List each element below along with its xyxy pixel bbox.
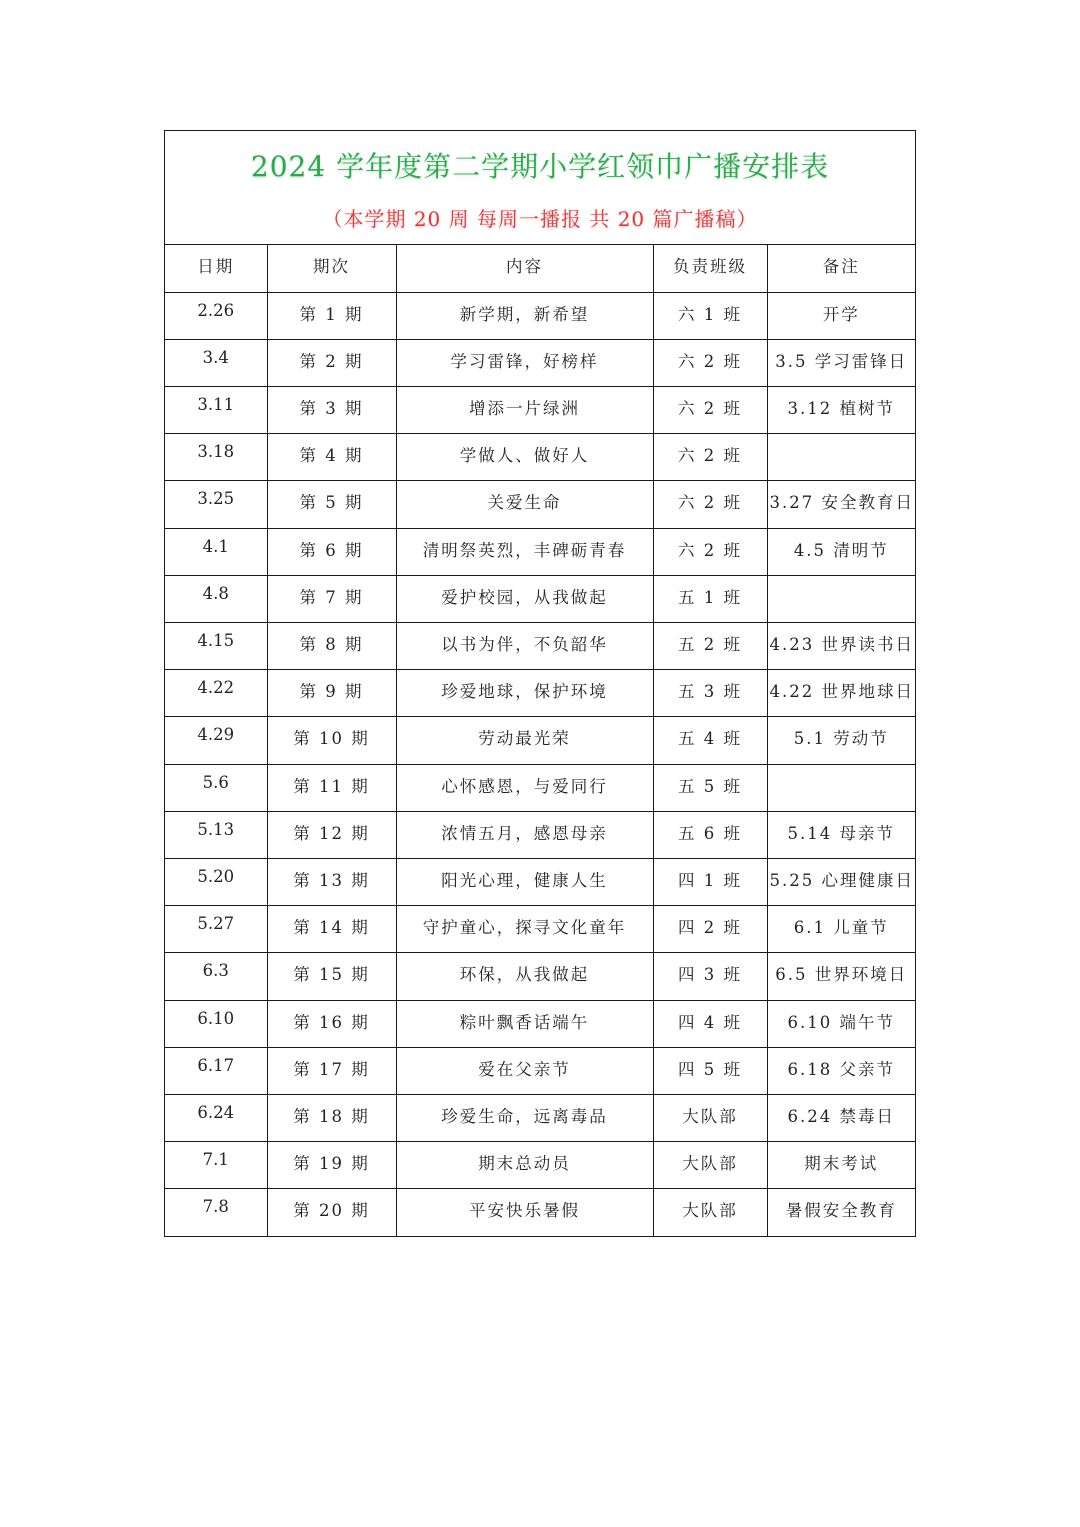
note-cell — [767, 764, 915, 811]
document-title: 2024 学年度第二学期小学红领巾广播安排表 — [250, 150, 830, 183]
schedule-table-body — [165, 292, 915, 1236]
class-cell: 五 1 班 — [653, 575, 767, 622]
content-cell: 珍爱地球，保护环境 — [396, 670, 653, 717]
table-header-row — [165, 245, 915, 292]
note-cell: 暑假安全教育 — [785, 1201, 897, 1221]
issue-cell: 第 15 期 — [267, 953, 396, 1000]
table-row — [165, 339, 915, 386]
class-cell: 大队部 — [653, 1142, 767, 1189]
table-row — [165, 575, 915, 622]
table-row — [165, 670, 915, 717]
issue-cell: 第 2 期 — [267, 339, 396, 386]
content-cell: 粽叶飘香话端午 — [396, 1000, 653, 1047]
issue-cell: 第 7 期 — [267, 575, 396, 622]
date-cell: 3.25 — [165, 481, 267, 528]
note-cell: 3.5 学习雷锋日 — [767, 339, 915, 386]
class-cell: 四 1 班 — [653, 858, 767, 905]
table-row — [165, 528, 915, 575]
class-cell: 五 3 班 — [653, 670, 767, 717]
table-row — [165, 1047, 915, 1094]
note-cell: 4.5 清明节 — [767, 528, 915, 575]
content-cell: 守护童心，探寻文化童年 — [396, 906, 653, 953]
note-cell: 3.12 植树节 — [767, 387, 915, 434]
note-cell: 5.1 劳动节 — [767, 717, 915, 764]
date-cell: 2.26 — [165, 292, 267, 339]
class-cell: 五 5 班 — [653, 764, 767, 811]
note-cell: 6.5 世界环境日 — [767, 953, 915, 1000]
table-row — [165, 858, 915, 905]
content-cell: 环保，从我做起 — [396, 953, 653, 1000]
note-cell — [767, 575, 915, 622]
date-cell: 6.10 — [165, 1000, 267, 1047]
content-cell: 新学期，新希望 — [396, 292, 653, 339]
issue-cell: 第 9 期 — [267, 670, 396, 717]
class-cell: 五 6 班 — [653, 811, 767, 858]
issue-cell: 第 12 期 — [267, 811, 396, 858]
date-cell: 4.22 — [165, 670, 267, 717]
content-cell: 以书为伴，不负韶华 — [396, 623, 653, 670]
class-cell: 四 5 班 — [653, 1047, 767, 1094]
table-row — [165, 1094, 915, 1141]
issue-cell: 第 10 期 — [267, 717, 396, 764]
note-cell: 6.18 父亲节 — [767, 1047, 915, 1094]
content-cell: 学做人、做好人 — [396, 434, 653, 481]
note-cell: 5.25 心理健康日 — [767, 858, 915, 905]
date-cell: 5.13 — [165, 811, 267, 858]
class-cell: 六 2 班 — [653, 434, 767, 481]
class-cell: 四 4 班 — [653, 1000, 767, 1047]
content-cell: 劳动最光荣 — [396, 717, 653, 764]
issue-cell: 第 4 期 — [267, 434, 396, 481]
document-subtitle: （本学期 20 周 每周一播报 共 20 篇广播稿） — [322, 207, 758, 231]
content-cell: 平安快乐暑假 — [396, 1189, 653, 1236]
table-row — [165, 717, 915, 764]
issue-cell: 第 18 期 — [267, 1094, 396, 1141]
issue-cell: 第 3 期 — [267, 387, 396, 434]
content-cell: 阳光心理，健康人生 — [396, 858, 653, 905]
content-cell: 爱在父亲节 — [396, 1047, 653, 1094]
issue-cell: 第 14 期 — [267, 906, 396, 953]
date-cell: 5.6 — [165, 764, 267, 811]
date-cell: 7.8 — [165, 1189, 267, 1236]
date-cell: 4.1 — [165, 528, 267, 575]
column-header-class: 负责班级 — [653, 245, 767, 292]
table-row — [165, 953, 915, 1000]
issue-cell: 第 6 期 — [267, 528, 396, 575]
date-cell: 3.18 — [165, 434, 267, 481]
issue-cell: 第 5 期 — [267, 481, 396, 528]
class-cell: 六 2 班 — [653, 387, 767, 434]
schedule-table — [165, 245, 915, 1236]
date-cell: 5.20 — [165, 858, 267, 905]
class-cell: 大队部 — [653, 1189, 767, 1236]
sheet-header — [165, 131, 915, 245]
note-cell: 3.27 安全教育日 — [767, 481, 915, 528]
issue-cell: 第 11 期 — [267, 764, 396, 811]
table-row — [165, 764, 915, 811]
date-cell: 3.4 — [165, 339, 267, 386]
class-cell: 四 3 班 — [653, 953, 767, 1000]
date-cell: 3.11 — [165, 387, 267, 434]
class-cell: 六 2 班 — [653, 528, 767, 575]
date-cell: 4.15 — [165, 623, 267, 670]
table-row — [165, 811, 915, 858]
table-row — [165, 1000, 915, 1047]
note-cell: 6.1 儿童节 — [767, 906, 915, 953]
column-header-date: 日期 — [165, 245, 267, 292]
content-cell: 增添一片绿洲 — [396, 387, 653, 434]
date-cell: 4.29 — [165, 717, 267, 764]
issue-cell: 第 1 期 — [267, 292, 396, 339]
date-cell: 6.3 — [165, 953, 267, 1000]
table-row — [165, 434, 915, 481]
content-cell: 浓情五月，感恩母亲 — [396, 811, 653, 858]
note-cell: 6.10 端午节 — [767, 1000, 915, 1047]
note-cell: 4.22 世界地球日 — [767, 670, 915, 717]
column-header-note: 备注 — [767, 245, 915, 292]
content-cell: 爱护校园，从我做起 — [396, 575, 653, 622]
issue-cell: 第 8 期 — [267, 623, 396, 670]
column-header-issue: 期次 — [267, 245, 396, 292]
table-row — [165, 387, 915, 434]
class-cell: 五 4 班 — [653, 717, 767, 764]
note-cell: 6.24 禁毒日 — [767, 1094, 915, 1141]
issue-cell: 第 13 期 — [267, 858, 396, 905]
content-cell: 清明祭英烈，丰碑砺青春 — [396, 528, 653, 575]
issue-cell: 第 17 期 — [267, 1047, 396, 1094]
date-cell: 4.8 — [165, 575, 267, 622]
class-cell: 六 2 班 — [653, 481, 767, 528]
issue-cell: 第 19 期 — [267, 1142, 396, 1189]
content-cell: 心怀感恩，与爱同行 — [396, 764, 653, 811]
class-cell: 六 2 班 — [653, 339, 767, 386]
note-cell: 期末考试 — [767, 1142, 915, 1189]
table-row — [165, 481, 915, 528]
note-cell — [767, 434, 915, 481]
note-cell: 4.23 世界读书日 — [767, 623, 915, 670]
table-row — [165, 623, 915, 670]
content-cell: 期末总动员 — [396, 1142, 653, 1189]
table-row — [165, 292, 915, 339]
column-header-content: 内容 — [396, 245, 653, 292]
issue-cell: 第 20 期 — [267, 1189, 396, 1236]
note-cell: 开学 — [767, 292, 915, 339]
note-cell: 5.14 母亲节 — [767, 811, 915, 858]
broadcast-schedule-sheet — [164, 130, 916, 1237]
class-cell: 四 2 班 — [653, 906, 767, 953]
class-cell: 大队部 — [653, 1094, 767, 1141]
table-row — [165, 1142, 915, 1189]
date-cell: 6.24 — [165, 1094, 267, 1141]
table-row — [165, 1189, 915, 1236]
table-row — [165, 906, 915, 953]
class-cell: 五 2 班 — [653, 623, 767, 670]
date-cell: 6.17 — [165, 1047, 267, 1094]
content-cell: 关爱生命 — [396, 481, 653, 528]
content-cell: 珍爱生命，远离毒品 — [396, 1094, 653, 1141]
content-cell: 学习雷锋，好榜样 — [396, 339, 653, 386]
class-cell: 六 1 班 — [653, 292, 767, 339]
date-cell: 7.1 — [165, 1142, 267, 1189]
issue-cell: 第 16 期 — [267, 1000, 396, 1047]
date-cell: 5.27 — [165, 906, 267, 953]
